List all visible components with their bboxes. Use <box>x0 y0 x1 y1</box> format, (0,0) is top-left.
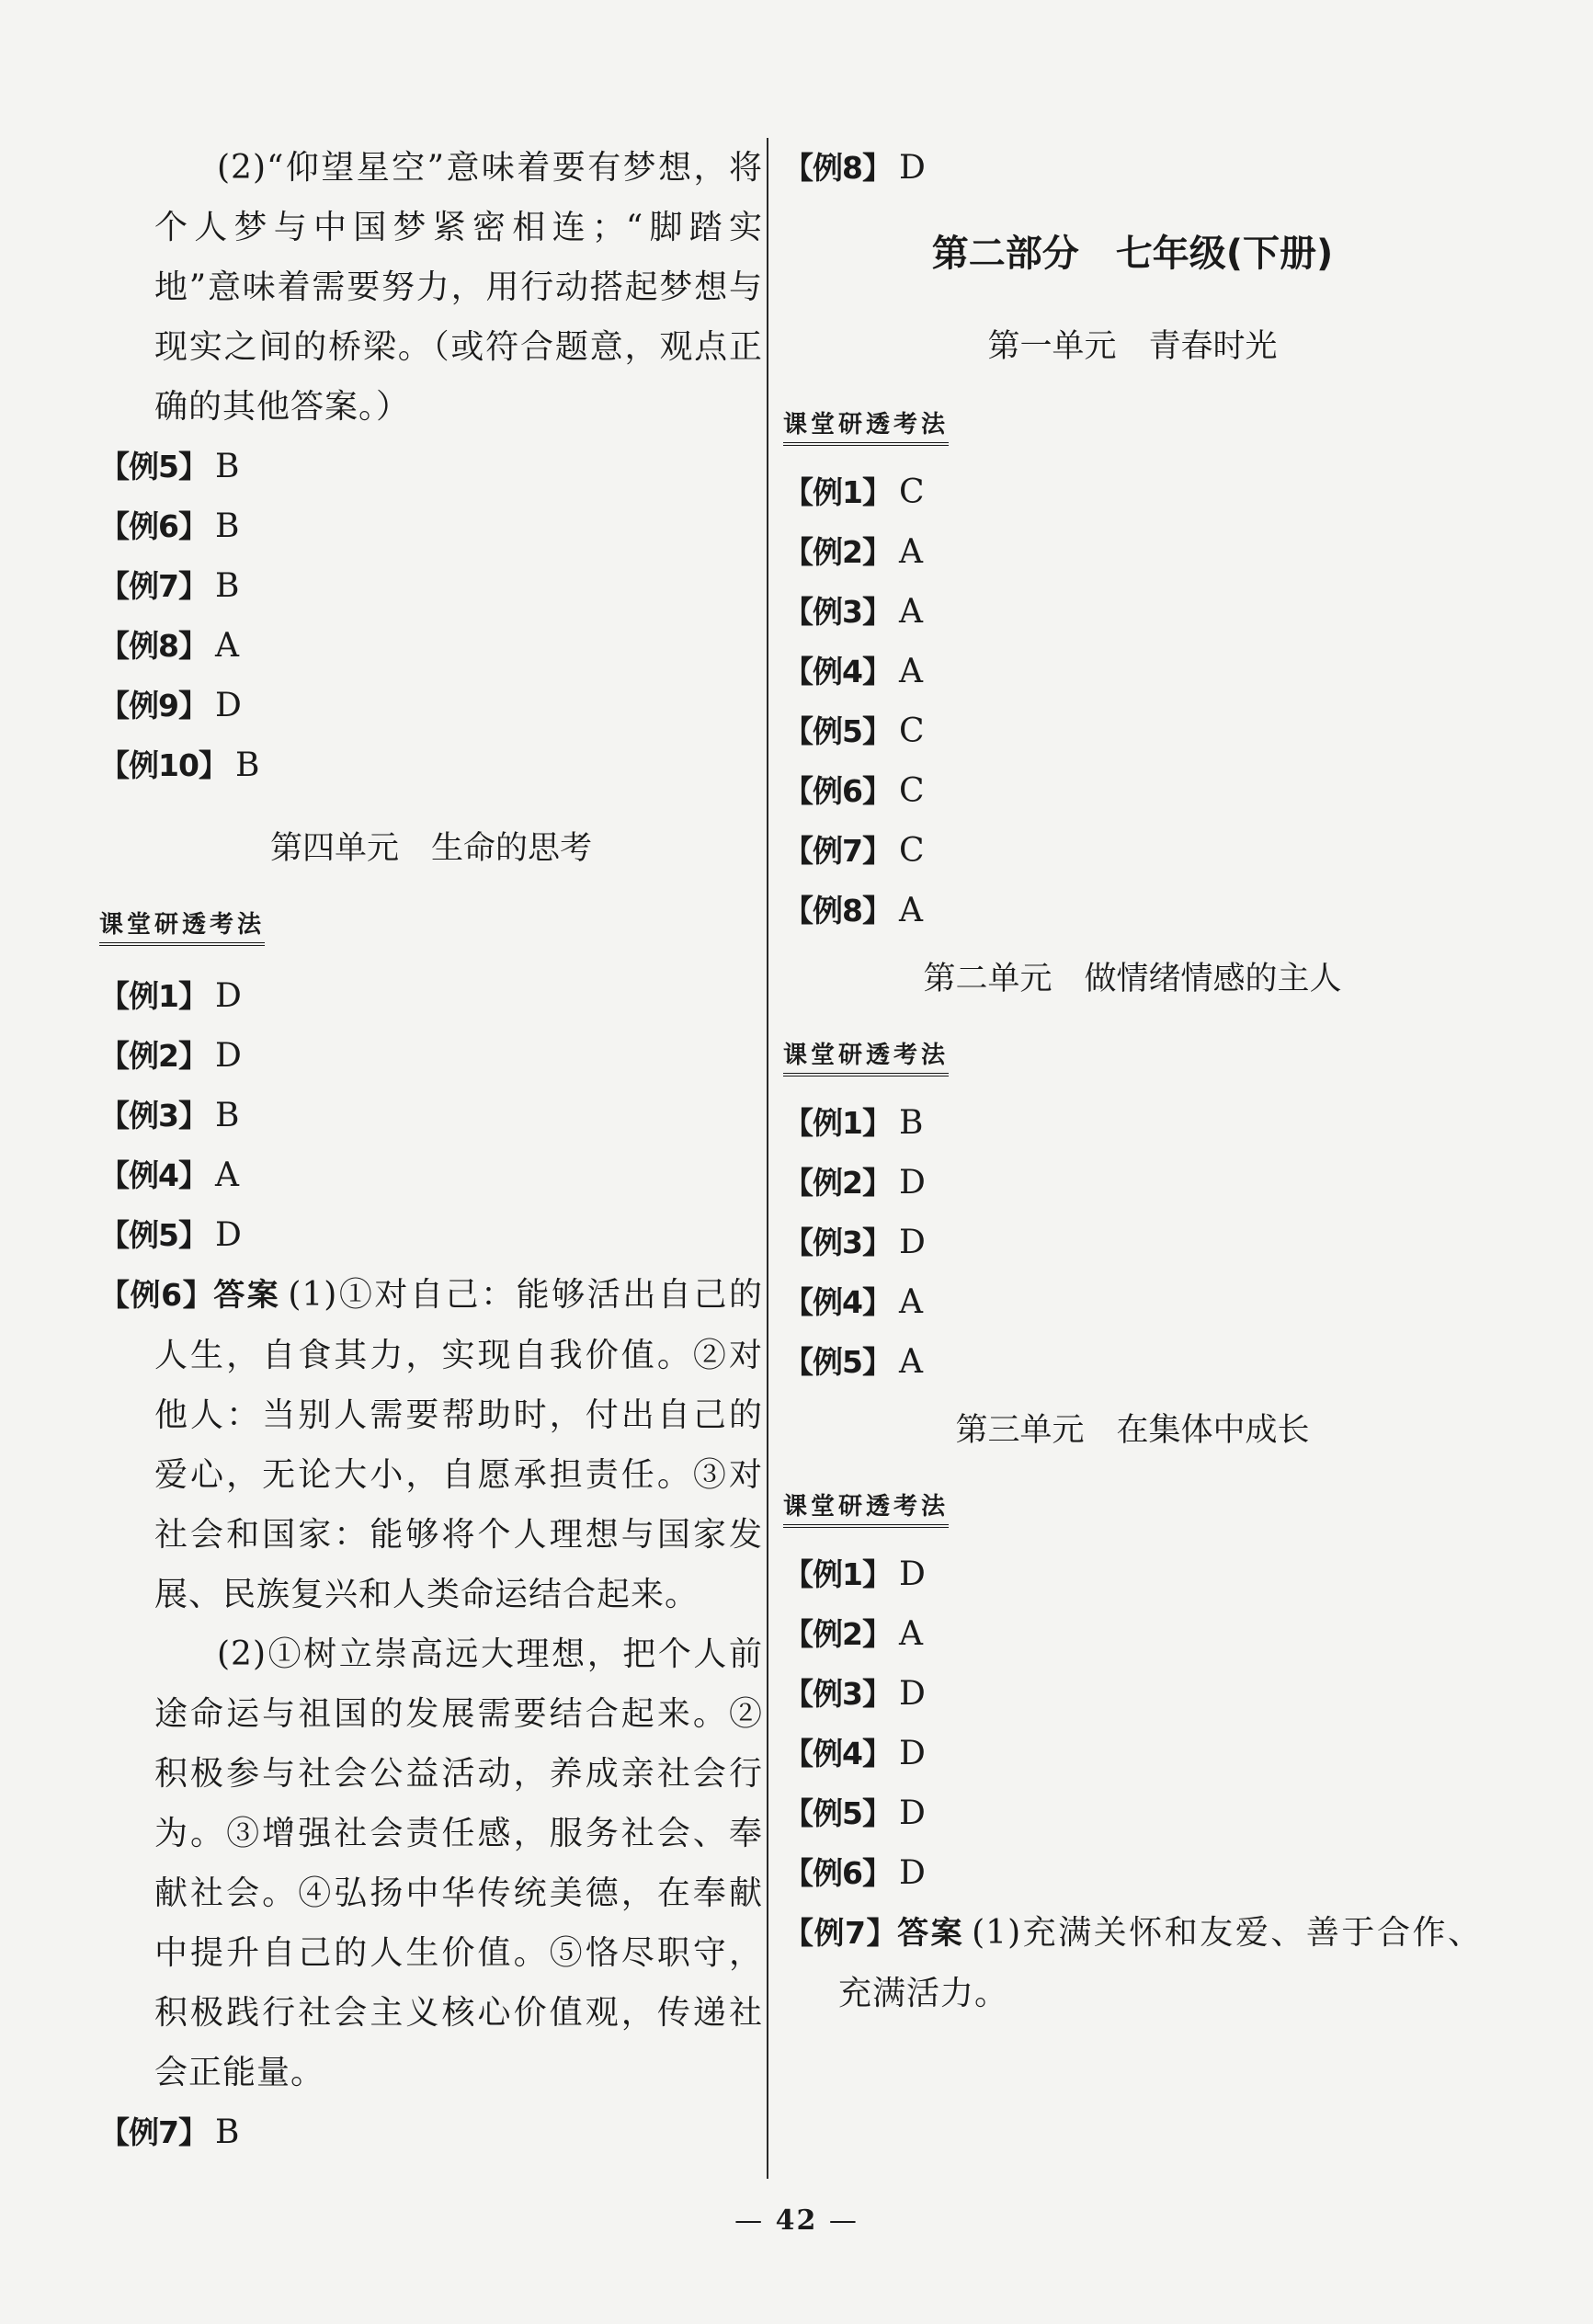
example-6-block <box>99 1265 763 1624</box>
page-number: 42 <box>775 2204 818 2237</box>
list-item: 【例4】 D <box>783 1735 926 1772</box>
list-item: 【例6】 B <box>99 507 240 545</box>
list-item: 【例6】 D <box>783 1854 926 1892</box>
list-item: 【例2】 D <box>99 1037 242 1075</box>
list-item: 【例10】 B <box>99 746 260 784</box>
example-6-part-1: (1)①对自己：能够活出自己的人生，自食其力，实现自我价值。②对他人：当别人需要帮助时，付出自己的爱心，无论大小，自愿承担责任。③对社会和国家：能够将个人理想与国家发展、民族复兴和人类命运结合起来。 <box>154 1276 764 1613</box>
left-column <box>99 138 763 2162</box>
part-title: 第二部分 七年级(下册) <box>931 233 1334 275</box>
example-7-label: 【例7】 <box>783 1915 898 1951</box>
unit-3-examples <box>783 1544 1482 1903</box>
example-6-label: 【例6】 <box>99 1277 214 1313</box>
list-item: 【例5】 B <box>99 448 240 485</box>
list-item: 【例4】 A <box>783 1283 923 1321</box>
unit-1-title: 第一单元 青春时光 <box>987 328 1278 365</box>
list-item: 【例5】 D <box>783 1794 926 1832</box>
list-item: 【例1】 B <box>783 1104 924 1142</box>
list-item: 【例3】 B <box>99 1097 240 1134</box>
list-item: 【例3】 D <box>783 1675 926 1713</box>
list-item: 【例1】 D <box>783 1555 926 1593</box>
list-item: 【例2】 A <box>783 533 923 571</box>
answer-word: 答案 <box>213 1277 281 1314</box>
list-item: 【例9】 D <box>99 687 242 724</box>
list-item: 【例2】 A <box>783 1615 923 1653</box>
section-label: 课堂研透考法 <box>99 909 265 946</box>
list-item: 【例8】 D <box>783 149 926 187</box>
unit-2-examples <box>783 1093 1482 1392</box>
list-item: 【例3】 D <box>783 1224 926 1261</box>
unit-1-examples <box>783 462 1482 940</box>
list-item: 【例7】 B <box>99 567 240 605</box>
example-6-part-2: (2)①树立崇高远大理想，把个人前途命运与祖国的发展需要结合起来。②积极参与社会公益活动，养成亲社会行为。③增强社会责任感，服务社会、奉献社会。④弘扬中华传统美德，在奉献中提升自己的人生价值。⑤恪尽职守，积极践行社会主义核心价值观，传递社会正能量。 <box>154 1635 763 2091</box>
list-item: 【例4】 A <box>783 653 923 690</box>
list-item: 【例7】 B <box>99 2113 240 2151</box>
page-number-footer: — 42 — <box>734 2204 859 2237</box>
answer-word: 答案 <box>897 1915 965 1952</box>
section-label: 课堂研透考法 <box>783 1040 949 1077</box>
list-item: 【例8】 A <box>99 627 239 665</box>
unit-3-title: 第三单元 在集体中成长 <box>955 1412 1310 1449</box>
list-item: 【例1】 C <box>783 473 925 511</box>
list-item: 【例5】 C <box>783 712 925 750</box>
unit-4-title: 第四单元 生命的思考 <box>269 830 592 867</box>
example-7-text: (1)充满关怀和友爱、善于合作、充满活力。 <box>838 1914 1482 2012</box>
section-label: 课堂研透考法 <box>783 409 949 446</box>
examples-list-b <box>99 966 763 1265</box>
list-item: 【例1】 D <box>99 977 242 1015</box>
list-item: 【例6】 C <box>783 772 925 810</box>
list-item: 【例7】 C <box>783 832 925 870</box>
column-divider <box>767 138 768 2179</box>
example-7-block <box>783 1903 1482 2023</box>
list-item: 【例4】 A <box>99 1156 239 1194</box>
section-label: 课堂研透考法 <box>783 1491 949 1528</box>
unit-2-title: 第二单元 做情绪情感的主人 <box>923 961 1342 997</box>
intro-paragraph: (2)“仰望星空”意味着要有梦想，将个人梦与中国梦紧密相连；“脚踏实地”意味着需要努力，用行动搭起梦想与现实之间的桥梁。（或符合题意，观点正确的其他答案。） <box>154 149 763 426</box>
list-item: 【例3】 A <box>783 593 923 631</box>
list-item: 【例8】 A <box>783 892 923 929</box>
examples-list-a <box>99 437 763 795</box>
right-column <box>783 138 1482 2023</box>
list-item: 【例5】 D <box>99 1216 242 1254</box>
list-item: 【例2】 D <box>783 1164 926 1202</box>
list-item: 【例5】 A <box>783 1343 923 1381</box>
